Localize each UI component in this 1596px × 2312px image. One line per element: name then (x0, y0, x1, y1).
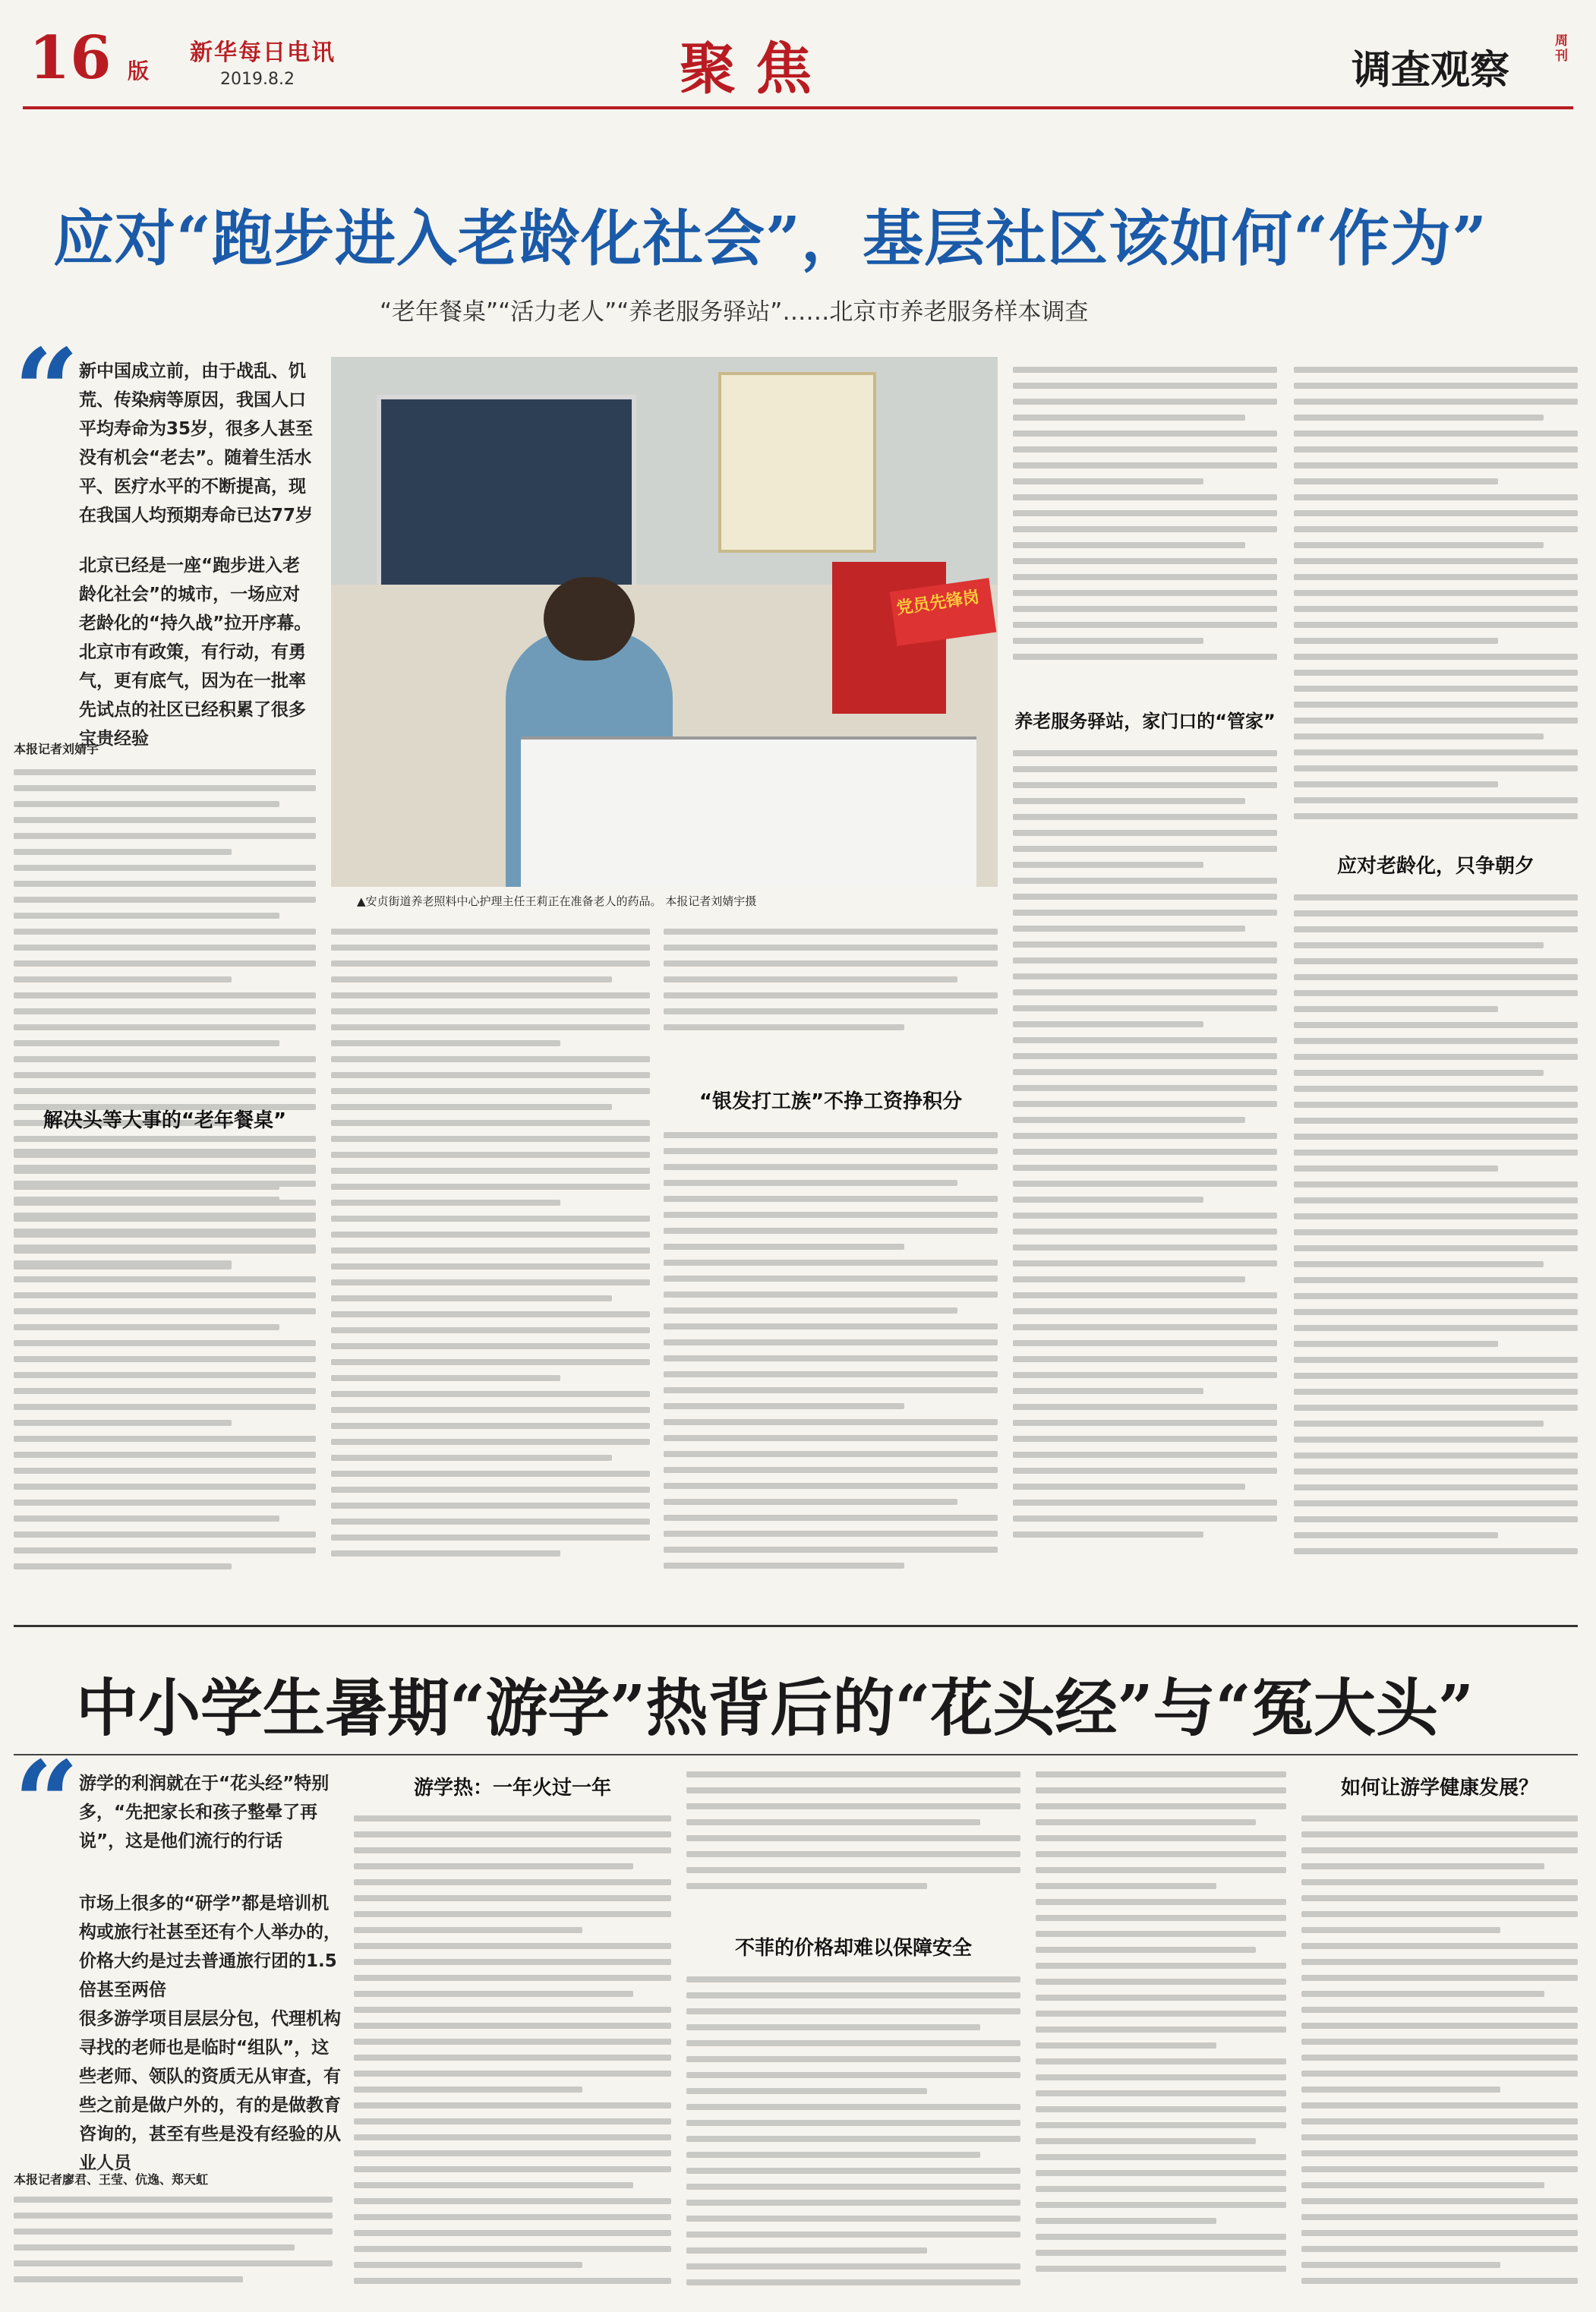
article2-subhead-3: 如何让游学健康发展？ (1340, 1777, 1538, 1799)
quote-mark-icon-2: “ (14, 1736, 80, 1870)
column-name: 调查观察 (1352, 48, 1510, 93)
article2-column-4 (1036, 1762, 1286, 2308)
article1-subtitle: “老年餐桌”“活力老人”“养老服务驿站”……北京市养老服务样本调查 (380, 298, 1089, 326)
article1-subhead-1: 解决头等大事的“老年餐桌” (43, 1109, 287, 1132)
article1-column-2 (331, 919, 650, 1602)
column-subtitle: 周刊 (1555, 33, 1568, 64)
photo-caption: ▲安贞街道养老照料中心护理主任王莉正在准备老人的药品。 本报记者刘婧宇摄 (357, 894, 757, 908)
article2-column-3 (686, 1762, 1020, 1921)
article2-column-2 (354, 1806, 671, 2308)
section-name: 聚焦 (680, 36, 831, 102)
article1-column-1b (14, 1139, 316, 1594)
article2-subhead-1: 游学热：一年火过一年 (413, 1777, 611, 1799)
page-unit: 版 (128, 58, 150, 84)
article1-column-3b (664, 1122, 998, 1601)
article2-lead-2: 市场上很多的“研学”都是培训机构或旅行社甚至还有个人举办的，价格大约是过去普通旅行团的1.5倍甚至两倍 (79, 1894, 341, 2000)
article-divider (14, 1625, 1578, 1627)
paper-name: 新华每日电讯 (190, 39, 336, 66)
article2-byline: 本报记者廖君、王莹、伉逸、郑天虹 (14, 2172, 209, 2187)
article1-lead-1: 新中国成立前，由于战乱、饥荒、传染病等原因，我国人口平均寿命为35岁，很多人甚至没有机会“老去”。随着生活水平、医疗水平的不断提高，现在我国人均预期寿命已达77岁 (79, 361, 314, 525)
article1-column-5b (1294, 885, 1578, 1602)
article2-title: 中小学生暑期“游学”热背后的“花头经”与“冤大头” (76, 1672, 1474, 1745)
article-photo (331, 357, 998, 887)
header-rule (23, 106, 1573, 109)
party-sign: 党员先锋岗 (890, 578, 997, 646)
article2-lead-3: 很多游学项目层层分包，代理机构寻找的老师也是临时“组队”，这些老师、领队的资质无从审查，有些之前是做户外的，有的是做教育咨询的，甚至有些是没有经验的从业人员 (79, 2009, 341, 2173)
issue-date: 2019.8.2 (220, 70, 295, 89)
article1-column-3 (664, 919, 998, 1071)
medicine-boxes (521, 736, 976, 887)
article1-column-4b (1013, 740, 1277, 1602)
article2-title-rule (14, 1754, 1578, 1755)
article1-lead-2: 北京已经是一座“跑步进入老龄化社会”的城市，一场应对老龄化的“持久战”拉开序幕。北京市有政策，有行动，有勇气，更有底气，因为在一批率先试点的社区已经积累了很多宝贵经验 (79, 556, 312, 749)
article1-subhead-2: “银发打工族”不挣工资挣积分 (699, 1090, 963, 1113)
wall-screen (377, 395, 636, 594)
quote-mark-icon: “ (14, 324, 80, 458)
article1-subhead-3: 养老服务驿站，家门口的“管家” (1014, 711, 1276, 732)
article1-title: 应对“跑步进入老龄化社会”，基层社区该如何“作为” (53, 203, 1488, 274)
article1-column-4 (1013, 357, 1277, 683)
article2-column-1 (14, 2187, 333, 2308)
page-number: 16 (29, 24, 112, 93)
article1-subhead-4: 应对老龄化，只争朝夕 (1336, 855, 1534, 878)
article2-column-5 (1301, 1806, 1578, 2308)
article2-lead-1: 游学的利润就在于“花头经”特别多，“先把家长和孩子整晕了再说”，这是他们流行的行话 (79, 1774, 330, 1851)
article2-column-3b (686, 1967, 1020, 2308)
article1-column-5 (1294, 357, 1578, 843)
article2-subhead-2: 不菲的价格却难以保障安全 (734, 1937, 972, 1960)
article1-byline: 本报记者刘婧宇 (14, 742, 99, 756)
